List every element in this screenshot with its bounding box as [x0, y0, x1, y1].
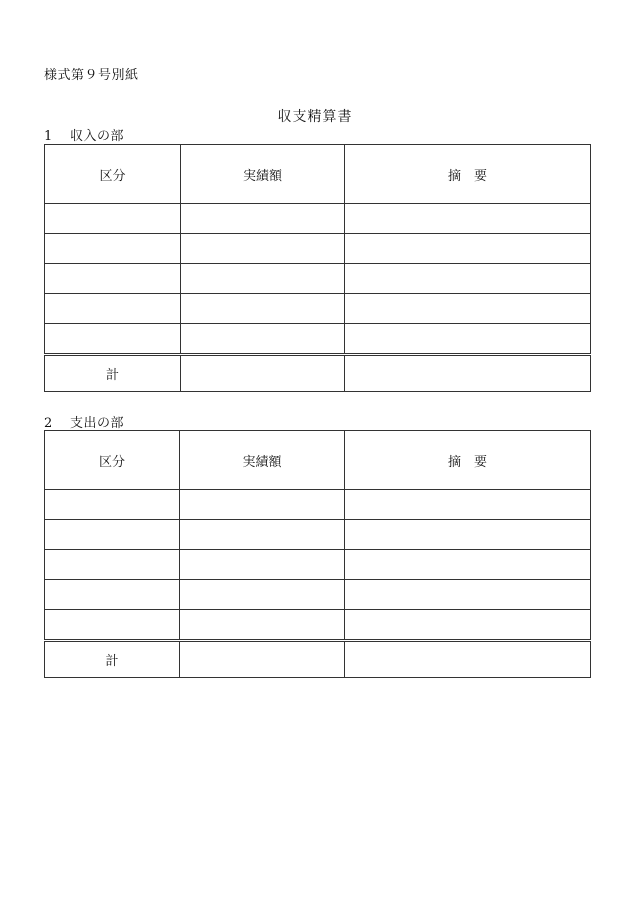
expense-cell[interactable]: [45, 580, 180, 610]
expense-section-label: 支出の部: [70, 416, 125, 431]
table-row: [45, 520, 591, 550]
income-cell[interactable]: [345, 294, 591, 324]
income-cell[interactable]: [45, 294, 181, 324]
table-row: [45, 490, 591, 520]
income-cell[interactable]: [345, 264, 591, 294]
table-row: [45, 234, 591, 264]
expense-table: [44, 430, 591, 678]
income-cell[interactable]: [181, 234, 345, 264]
table-row: [45, 324, 591, 355]
income-col-category: 区分: [45, 145, 181, 204]
income-cell[interactable]: [345, 324, 591, 355]
table-row: [45, 204, 591, 234]
income-cell[interactable]: [45, 324, 181, 355]
table-row: [45, 610, 591, 641]
expense-cell[interactable]: [45, 490, 180, 520]
table-row: [45, 294, 591, 324]
expense-cell[interactable]: [345, 520, 591, 550]
income-total-amount[interactable]: [181, 355, 345, 392]
expense-cell[interactable]: [45, 520, 180, 550]
expense-total-row: [45, 641, 591, 678]
income-total-remarks[interactable]: [345, 355, 591, 392]
income-col-actual-amount: 実績額: [181, 145, 345, 204]
expense-total-amount[interactable]: [180, 641, 345, 678]
income-section-label: 収入の部: [70, 129, 125, 144]
income-cell[interactable]: [345, 234, 591, 264]
expense-cell[interactable]: [180, 550, 345, 580]
expense-cell[interactable]: [180, 490, 345, 520]
document-title: 収支精算書: [277, 109, 353, 125]
income-cell[interactable]: [181, 264, 345, 294]
income-cell[interactable]: [181, 204, 345, 234]
income-header-row: [45, 145, 591, 204]
expense-total-remarks[interactable]: [345, 641, 591, 678]
income-cell[interactable]: [345, 204, 591, 234]
expense-col-category: 区分: [45, 431, 180, 490]
table-row: [45, 580, 591, 610]
expense-total-label: 計: [45, 641, 180, 678]
income-cell[interactable]: [45, 264, 181, 294]
form-number: 様式第９号別紙: [44, 68, 139, 83]
income-section-number: 1: [44, 129, 53, 144]
expense-cell[interactable]: [180, 520, 345, 550]
expense-section-heading: [44, 412, 124, 431]
table-row: [45, 550, 591, 580]
expense-cell[interactable]: [45, 610, 180, 641]
expense-section-number: 2: [44, 416, 53, 431]
expense-cell[interactable]: [345, 610, 591, 641]
expense-cell[interactable]: [345, 550, 591, 580]
expense-cell[interactable]: [180, 610, 345, 641]
expense-col-actual-amount: 実績額: [180, 431, 345, 490]
expense-cell[interactable]: [345, 490, 591, 520]
income-cell[interactable]: [45, 204, 181, 234]
income-col-remarks: 摘 要: [345, 145, 591, 204]
income-total-row: [45, 355, 591, 392]
income-total-label: 計: [45, 355, 181, 392]
income-cell[interactable]: [181, 294, 345, 324]
table-row: [45, 264, 591, 294]
income-cell[interactable]: [45, 234, 181, 264]
expense-cell[interactable]: [45, 550, 180, 580]
expense-cell[interactable]: [345, 580, 591, 610]
expense-cell[interactable]: [180, 580, 345, 610]
income-section-heading: [44, 125, 124, 144]
income-cell[interactable]: [181, 324, 345, 355]
expense-header-row: [45, 431, 591, 490]
expense-col-remarks: 摘 要: [345, 431, 591, 490]
income-table: [44, 144, 591, 392]
